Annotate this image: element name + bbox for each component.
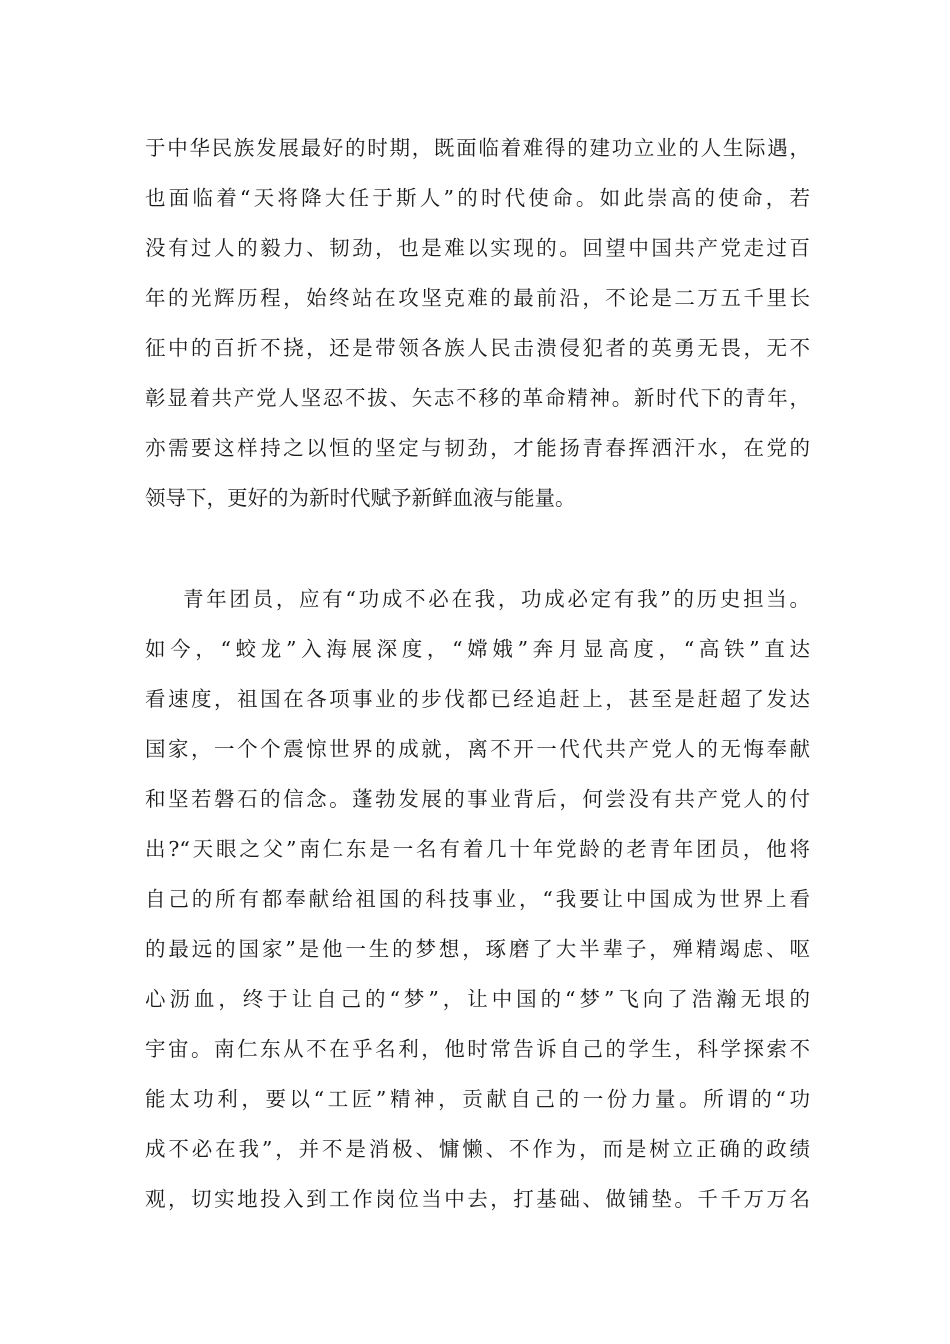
text-line: 领导下，更好的为新时代赋予新鲜血液与能量。	[145, 486, 576, 510]
text-line: 没有过人的毅力、韧劲，也是难以实现的。回望中国共产党走过百	[145, 236, 810, 260]
text-line: 能太功利，要以“工匠”精神，贡献自己的一份力量。所谓的“功	[145, 1087, 810, 1111]
text-line: 心沥血，终于让自己的“梦”，让中国的“梦”飞向了浩瀚无垠的	[145, 987, 810, 1011]
text-line: 出?“天眼之父”南仁东是一名有着几十年党龄的老青年团员，他将	[145, 837, 810, 861]
text-line: 成不必在我”，并不是消极、慵懒、不作为，而是树立正确的政绩	[145, 1137, 810, 1161]
text-line: 彰显着共产党人坚忍不拔、矢志不移的革命精神。新时代下的青年，	[145, 386, 810, 410]
text-line: 也面临着“天将降大任于斯人”的时代使命。如此崇高的使命，若	[145, 186, 810, 210]
text-line: 宇宙。南仁东从不在乎名利，他时常告诉自己的学生，科学探索不	[145, 1037, 810, 1061]
text-line: 和坚若磐石的信念。蓬勃发展的事业背后，何尝没有共产党人的付	[145, 787, 810, 811]
paragraph-2	[145, 574, 810, 1224]
text-line: 自己的所有都奉献给祖国的科技事业，“我要让中国成为世界上看	[145, 887, 810, 911]
text-line: 青年团员，应有“功成不必在我，功成必定有我”的历史担当。	[183, 587, 810, 611]
text-line: 如今，“蛟龙”入海展深度，“嫦娥”奔月显高度，“高铁”直达	[145, 637, 810, 661]
text-line: 亦需要这样持之以恒的坚定与韧劲，才能扬青春挥洒汗水，在党的	[145, 436, 810, 460]
text-line: 观，切实地投入到工作岗位当中去，打基础、做铺垫。千千万万名	[145, 1187, 810, 1211]
text-line: 年的光辉历程，始终站在攻坚克难的最前沿，不论是二万五千里长	[145, 286, 810, 310]
text-line: 于中华民族发展最好的时期，既面临着难得的建功立业的人生际遇，	[145, 136, 810, 160]
text-line: 征中的百折不挠，还是带领各族人民击溃侵犯者的英勇无畏，无不	[145, 336, 810, 360]
text-line: 看速度，祖国在各项事业的步伐都已经追赶上，甚至是赶超了发达	[145, 687, 810, 711]
paragraph-1	[145, 123, 810, 523]
text-line: 国家，一个个震惊世界的成就，离不开一代代共产党人的无悔奉献	[145, 737, 810, 761]
text-line: 的最远的国家”是他一生的梦想，琢磨了大半辈子，殚精竭虑、呕	[145, 937, 810, 961]
